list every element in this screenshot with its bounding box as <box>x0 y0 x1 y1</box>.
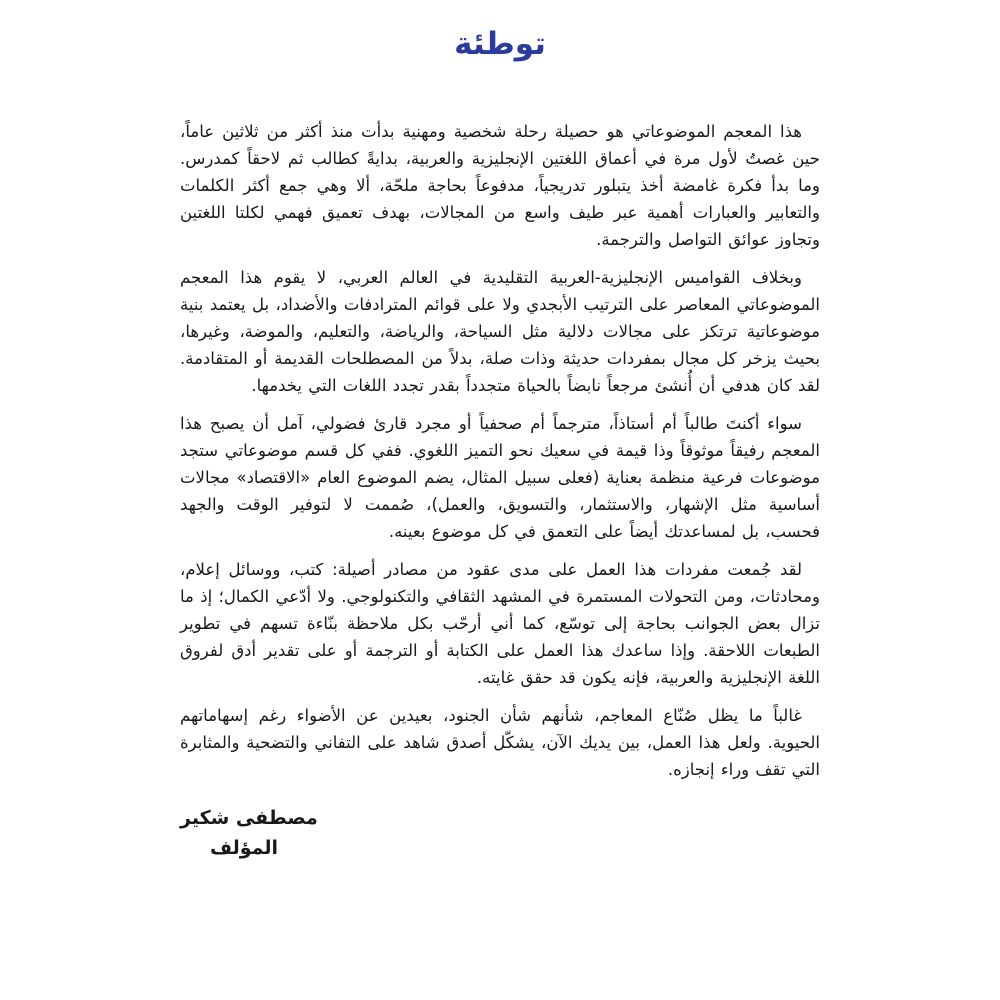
preface-paragraph-3: سواء أكنتَ طالباً أم أستاذاً، مترجماً أم صحفياً أو مجرد قارئ فضولي، آمل أن يصبح هذا المعجم رفيقاً موثوقاً وذا قيمة في سعيك نحو التميز اللغوي. ففي كل قسم موضوعاتي ستجد موضوعات فرعية منظمة بعناية (فعلى سبيل المثال، يضم الموضوع العام «الاقتصاد» مجالات أساسية مثل الإشهار، والاستثمار، والتسويق، والعمل)، صُممت لا لتوفير الوقت والجهد فحسب، بل لمساعدتك أيضاً على التعمق في كل موضوع بعينه. <box>180 414 820 541</box>
preface-paragraph-2: وبخلاف القواميس الإنجليزية-العربية التقليدية في العالم العربي، لا يقوم هذا المعجم الموضوعاتي المعاصر على الترتيب الأبجدي ولا على قوائم المترادفات والأضداد، بل يعتمد بنية موضوعاتية ترتكز على مجالات دلالية مثل السياحة، والرياضة، والتعليم، والموضة، وغيرها، بحيث يزخر كل مجال بمفردات حديثة وذات صلة، بدلاً من المصطلحات القديمة أو المتقادمة. لقد كان هدفي أن أُنشئ مرجعاً نابضاً بالحياة متجدداً بقدر تجدد اللغات التي يخدمها. <box>180 268 820 395</box>
page-title: توطئة <box>454 26 546 62</box>
preface-paragraph-4: لقد جُمعت مفردات هذا العمل على مدى عقود من مصادر أصيلة: كتب، ووسائل إعلام، ومحادثات، ومن التحولات المستمرة في المشهد الثقافي والتكنولوجي. ولا أدّعي الكمال؛ إذ ما تزال بعض الجوانب بحاجة إلى توسّع، كما أني أرحّب بكل ملاحظة بنّاءة تسهم في تطوير الطبعات اللاحقة. وإذا ساعدك هذا العمل على الكتابة أو الترجمة أو على تقدير أدق لفروق اللغة الإنجليزية والعربية، فإنه يكون قد حقق غايته. <box>180 560 820 687</box>
preface-paragraph-1: هذا المعجم الموضوعاتي هو حصيلة رحلة شخصية ومهنية بدأت منذ أكثر من ثلاثين عاماً، حين غصتُ لأول مرة في أعماق اللغتين الإنجليزية والعربية، بدايةً كطالب ثم لاحقاً كمدرس. وما بدأ فكرة غامضة أخذ يتبلور تدريجياً، مدفوعاً بحاجة ملحّة، ألا وهي جمع أكثر الكلمات والتعابير والعبارات أهمية عبر طيف واسع من المجالات، بهدف تعميق فهمي لكلتا اللغتين وتجاوز عوائق التواصل والترجمة. <box>180 122 820 249</box>
preface-body <box>180 118 820 783</box>
signature-block <box>180 803 820 863</box>
preface-paragraph-5: غالباً ما يظل صُنّاع المعاجم، شأنهم شأن الجنود، بعيدين عن الأضواء رغم إسهاماتهم الحيوية. ولعل هذا العمل، بين يديك الآن، يشكّل أصدق شاهد على التفاني والتضحية والمثابرة التي تقف وراء إنجازه. <box>180 706 820 779</box>
author-role: المؤلف <box>210 837 279 859</box>
author-name: مصطفى شكير <box>180 807 318 829</box>
